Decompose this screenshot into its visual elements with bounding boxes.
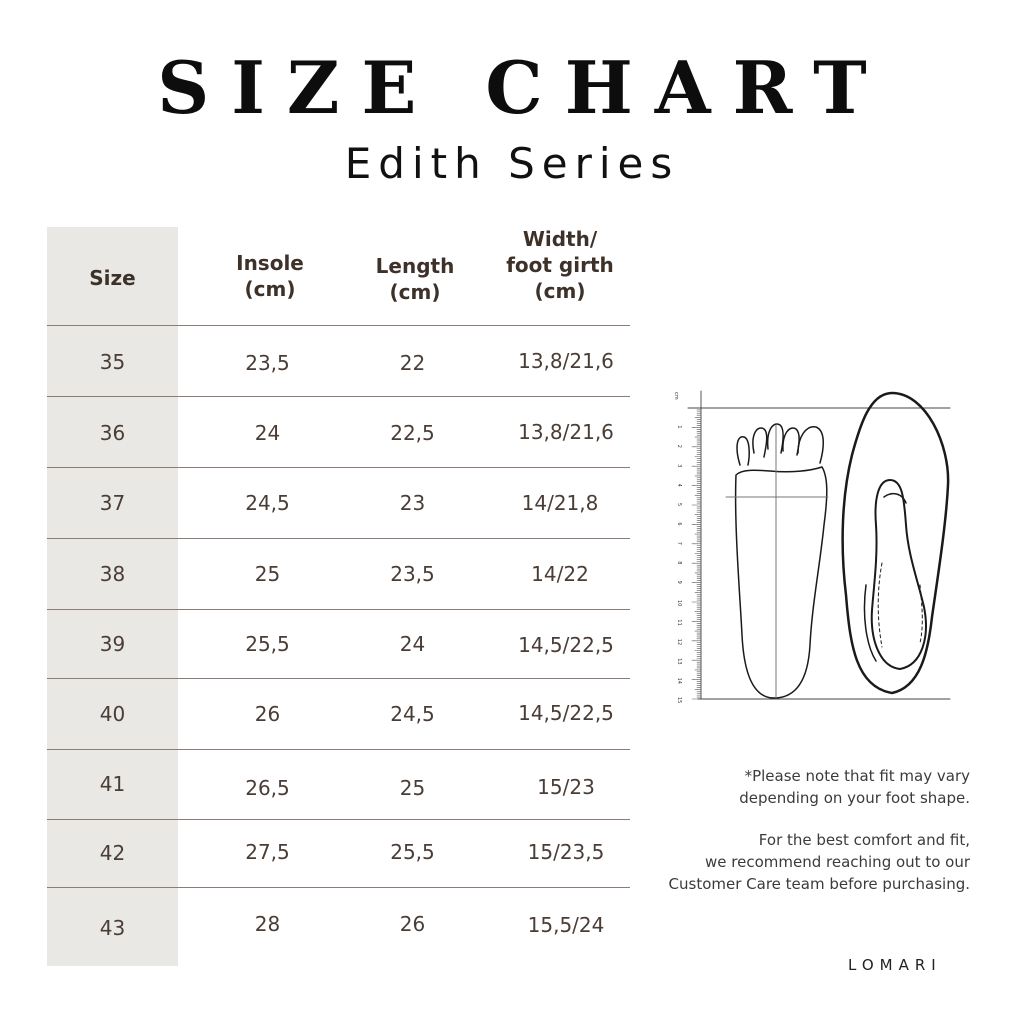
ruler-number: 12 [676,638,682,646]
cell-size: 38 [99,562,126,586]
header-insole-line1: Insole [236,251,304,275]
cell-insole: 26,5 [245,776,290,800]
cell-width: 14,5/22,5 [518,633,614,657]
ruler-unit-label: cm [673,392,679,400]
header-width-line3: (cm) [534,279,586,303]
table-rule [47,538,630,539]
header-insole [205,250,335,302]
cell-insole: 25,5 [245,632,290,656]
ruler-number: 3 [676,464,682,468]
cell-length: 25 [399,776,426,800]
ruler-number: 2 [676,444,682,448]
ruler-number: 9 [676,580,682,584]
cell-insole: 23,5 [245,351,290,375]
ruler-number: 11 [676,619,682,626]
cell-size: 40 [99,702,126,726]
header-width [490,226,630,304]
header-size [47,265,178,291]
cell-length: 22 [399,351,426,375]
cell-width: 15/23 [537,775,595,799]
cell-length: 26 [399,912,426,936]
header-length-line2: (cm) [389,280,441,304]
table-rule [47,819,630,820]
ruler-icon [692,391,701,699]
cell-insole: 28 [254,912,281,936]
cell-width: 13,8/21,6 [518,349,614,373]
ruler-number: 13 [676,658,682,665]
ruler-number: 15 [676,697,682,704]
header-length-line1: Length [375,254,455,278]
ruler-number: 10 [676,600,682,607]
cell-size: 42 [99,841,126,865]
cell-size: 41 [99,772,126,796]
cell-size: 37 [99,491,126,515]
cell-length: 24,5 [390,702,435,726]
cell-insole: 24,5 [245,491,290,515]
header-width-line2: foot girth [506,253,614,277]
table-rule [47,678,630,679]
fit-note-line2: depending on your foot shape. [739,789,970,807]
table-rule [47,325,630,326]
fit-note [739,765,970,809]
foot-and-shoe-measurement-icon [670,385,955,710]
cell-width: 14/22 [531,562,589,586]
header-length [350,253,480,305]
cell-width: 14,5/22,5 [518,701,614,725]
page-subtitle: Edith Series [344,139,680,188]
table-rule [47,609,630,610]
shoe-outline [843,393,948,693]
table-rule [47,749,630,750]
ruler-number: 14 [676,677,682,684]
ruler-number: 1 [676,425,682,429]
cell-length: 24 [399,632,426,656]
cell-length: 23 [399,491,426,515]
cell-size: 36 [99,421,126,445]
cell-size: 39 [99,632,126,656]
care-note-line3: Customer Care team before purchasing. [668,875,970,893]
cell-width: 13,8/21,6 [518,420,614,444]
care-note-line2: we recommend reaching out to our [705,853,970,871]
cell-insole: 24 [254,421,281,445]
page-title: SIZE CHART [157,45,889,130]
cell-width: 14/21,8 [521,491,599,515]
ruler-number: 8 [676,561,682,565]
header-insole-line2: (cm) [244,277,296,301]
header-size-label: Size [89,266,136,290]
cell-length: 25,5 [390,840,435,864]
cell-size: 35 [99,350,126,374]
ruler-number: 4 [676,483,682,487]
table-rule [47,887,630,888]
cell-width: 15/23,5 [527,840,605,864]
header-width-line1: Width/ [522,227,598,251]
fit-note-line1: *Please note that fit may vary [744,767,970,785]
care-note-line1: For the best comfort and fit, [758,831,970,849]
cell-insole: 25 [254,562,281,586]
cell-size: 43 [99,916,126,940]
ruler-number: 7 [676,541,682,545]
cell-length: 23,5 [390,562,435,586]
ruler-number: 6 [676,522,682,526]
table-rule [47,467,630,468]
foot-outline [726,424,828,698]
table-rule [47,396,630,397]
ruler-number: 5 [676,503,682,507]
cell-insole: 27,5 [245,840,290,864]
cell-width: 15,5/24 [527,913,605,937]
cell-length: 22,5 [390,421,435,445]
care-note [669,829,970,895]
brand-logo: LOMARI [848,956,942,974]
cell-insole: 26 [254,702,281,726]
